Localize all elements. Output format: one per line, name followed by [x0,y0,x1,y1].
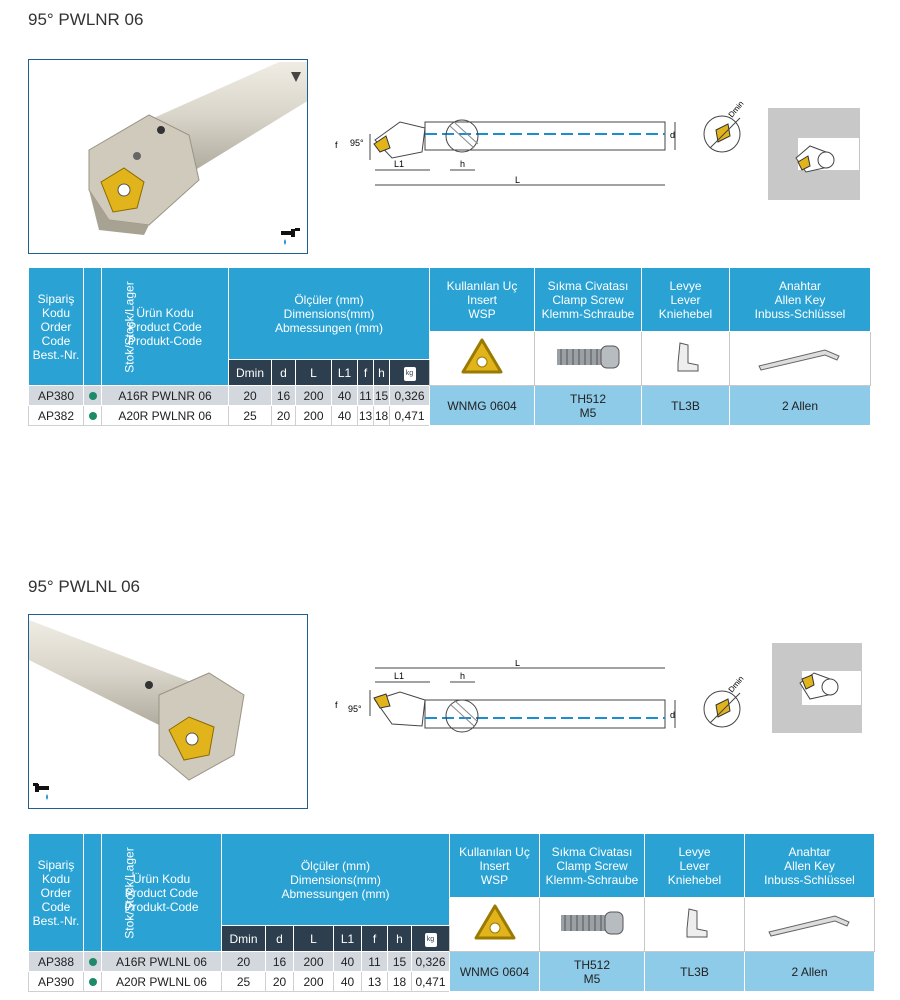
dim-value: 11 [358,386,374,406]
dim-h-label: h [460,671,466,681]
header-stock: Stok/Stock/Lager [84,268,102,386]
dim-value: 20 [266,972,294,992]
subheader-weight [412,926,450,952]
dim-l-label: L [515,660,521,668]
dim-value: 40 [332,406,358,426]
lever-value: TL3B [645,952,745,992]
dim-dmin-label: Dmin [726,100,746,120]
dim-value: 40 [334,952,362,972]
lever-image [645,898,745,952]
dim-value: 200 [294,952,334,972]
dmin-detail [700,675,760,735]
coolant-icon [33,780,55,802]
header-dimensions: Ölçüler (mm) Dimensions(mm) Abmessungen (mm) [222,834,450,926]
insert-value: WNMG 0604 [450,952,540,992]
subheader-d: d [266,926,294,952]
dim-value: 18 [374,406,390,426]
dim-value: 200 [296,386,332,406]
subheader-f: f [358,360,374,386]
tool-photo [28,614,308,809]
technical-drawing [330,660,690,760]
dim-l-label: L [515,175,521,185]
dim-value: 25 [229,406,272,426]
subheader-l1: L1 [332,360,358,386]
dim-h-label: h [460,159,466,169]
dim-value: 0,471 [412,972,450,992]
dim-value: 0,326 [390,386,430,406]
technical-drawing [330,100,690,200]
dim-angle-label: 95° [350,138,364,148]
header-lever: Levye Lever Kniehebel [645,834,745,898]
allen-key-value: 2 Allen [745,952,875,992]
insert-image [450,898,540,952]
table-row [29,952,875,972]
product-code: A20R PWLNR 06 [102,406,229,426]
clamp-screw-value: TH512 M5 [540,952,645,992]
dim-value: 40 [332,386,358,406]
insert-image [430,332,535,386]
header-order-code: Sipariş Kodu Order Code Best.-Nr. [29,834,84,952]
dim-f-label: f [335,700,338,710]
header-allen-key: Anahtar Allen Key Inbuss-Schlüssel [745,834,875,898]
dim-value: 20 [229,386,272,406]
lever-image [642,332,730,386]
spec-table [28,833,875,992]
header-insert: Kullanılan Uç Insert WSP [450,834,540,898]
section-title: 95° PWLNL 06 [28,577,141,596]
dim-value: 0,326 [412,952,450,972]
stock-indicator [84,952,102,972]
header-clamp-screw: Sıkma Civatası Clamp Screw Klemm-Schraube [540,834,645,898]
stock-indicator [84,406,102,426]
dim-d-label: d [670,710,676,720]
insert-icon [473,903,517,943]
table-row [29,386,871,406]
dim-value: 16 [266,952,294,972]
lever-value: TL3B [642,386,730,426]
order-code: AP390 [29,972,84,992]
header-order-code: Sipariş Kodu Order Code Best.-Nr. [29,268,84,386]
tool-photo [28,59,308,254]
subheader-dmin: Dmin [229,360,272,386]
dim-value: 11 [362,952,388,972]
header-clamp-screw: Sıkma Civatası Clamp Screw Klemm-Schraube [535,268,642,332]
dim-f-label: f [335,140,338,150]
clamp-screw-image [540,898,645,952]
stock-dot-icon [89,978,97,986]
dim-value: 18 [388,972,412,992]
order-code: AP388 [29,952,84,972]
dim-value: 25 [222,972,266,992]
dim-value: 16 [272,386,296,406]
clamp-screw-image [535,332,642,386]
insert-icon [460,337,504,377]
subheader-weight [390,360,430,386]
section-title: 95° PWLNR 06 [28,10,144,29]
dim-value: 15 [388,952,412,972]
subheader-h: h [388,926,412,952]
coolant-icon [279,225,301,247]
header-stock: Stok/Stock/Lager [84,834,102,952]
stock-indicator [84,972,102,992]
dim-dmin-label: Dmin [726,675,746,695]
product-code: A20R PWLNL 06 [102,972,222,992]
allen-key-image [745,898,875,952]
dim-value: 200 [294,972,334,992]
subheader-l: L [294,926,334,952]
subheader-f: f [362,926,388,952]
subheader-d: d [272,360,296,386]
section-pwlnl [0,565,900,1000]
subheader-h: h [374,360,390,386]
order-code: AP382 [29,406,84,426]
order-code: AP380 [29,386,84,406]
dim-value: 13 [362,972,388,992]
header-product-code: Ürün Kodu Product Code Produkt-Code [102,834,222,952]
weight-icon: kg [404,367,416,381]
product-code: A16R PWLNR 06 [102,386,229,406]
header-product-code: Ürün Kodu Product Code Produkt-Code [102,268,229,386]
dim-value: 15 [374,386,390,406]
stock-dot-icon [89,958,97,966]
header-dimensions: Ölçüler (mm) Dimensions(mm) Abmessungen (mm) [229,268,430,360]
header-lever: Levye Lever Kniehebel [642,268,730,332]
spec-table [28,267,871,426]
lever-icon [666,337,706,377]
dim-value: 40 [334,972,362,992]
insert-value: WNMG 0604 [430,386,535,426]
dim-value: 200 [296,406,332,426]
dim-value: 0,471 [390,406,430,426]
allen-key-image [730,332,871,386]
section-pwlnr [0,0,900,440]
allen-key-icon [755,342,845,372]
screw-icon [557,905,627,941]
dim-l1-label: L1 [394,671,405,681]
stock-dot-icon [89,412,97,420]
dim-value: 20 [272,406,296,426]
weight-icon: kg [425,933,437,947]
dim-value: 13 [358,406,374,426]
dim-value: 20 [222,952,266,972]
bore-detail [768,108,860,200]
stock-indicator [84,386,102,406]
subheader-l1: L1 [334,926,362,952]
clamp-screw-value: TH512 M5 [535,386,642,426]
lever-icon [675,903,715,943]
stock-dot-icon [89,392,97,400]
header-insert: Kullanılan Uç Insert WSP [430,268,535,332]
subheader-dmin: Dmin [222,926,266,952]
product-code: A16R PWLNL 06 [102,952,222,972]
dim-angle-label: 95° [348,704,362,714]
bore-detail [772,643,862,733]
subheader-l: L [296,360,332,386]
allen-key-icon [765,908,855,938]
screw-icon [553,339,623,375]
allen-key-value: 2 Allen [730,386,871,426]
dim-d-label: d [670,130,676,140]
dmin-detail [700,100,760,160]
dim-l1-label: L1 [394,159,405,169]
header-allen-key: Anahtar Allen Key Inbuss-Schlüssel [730,268,871,332]
